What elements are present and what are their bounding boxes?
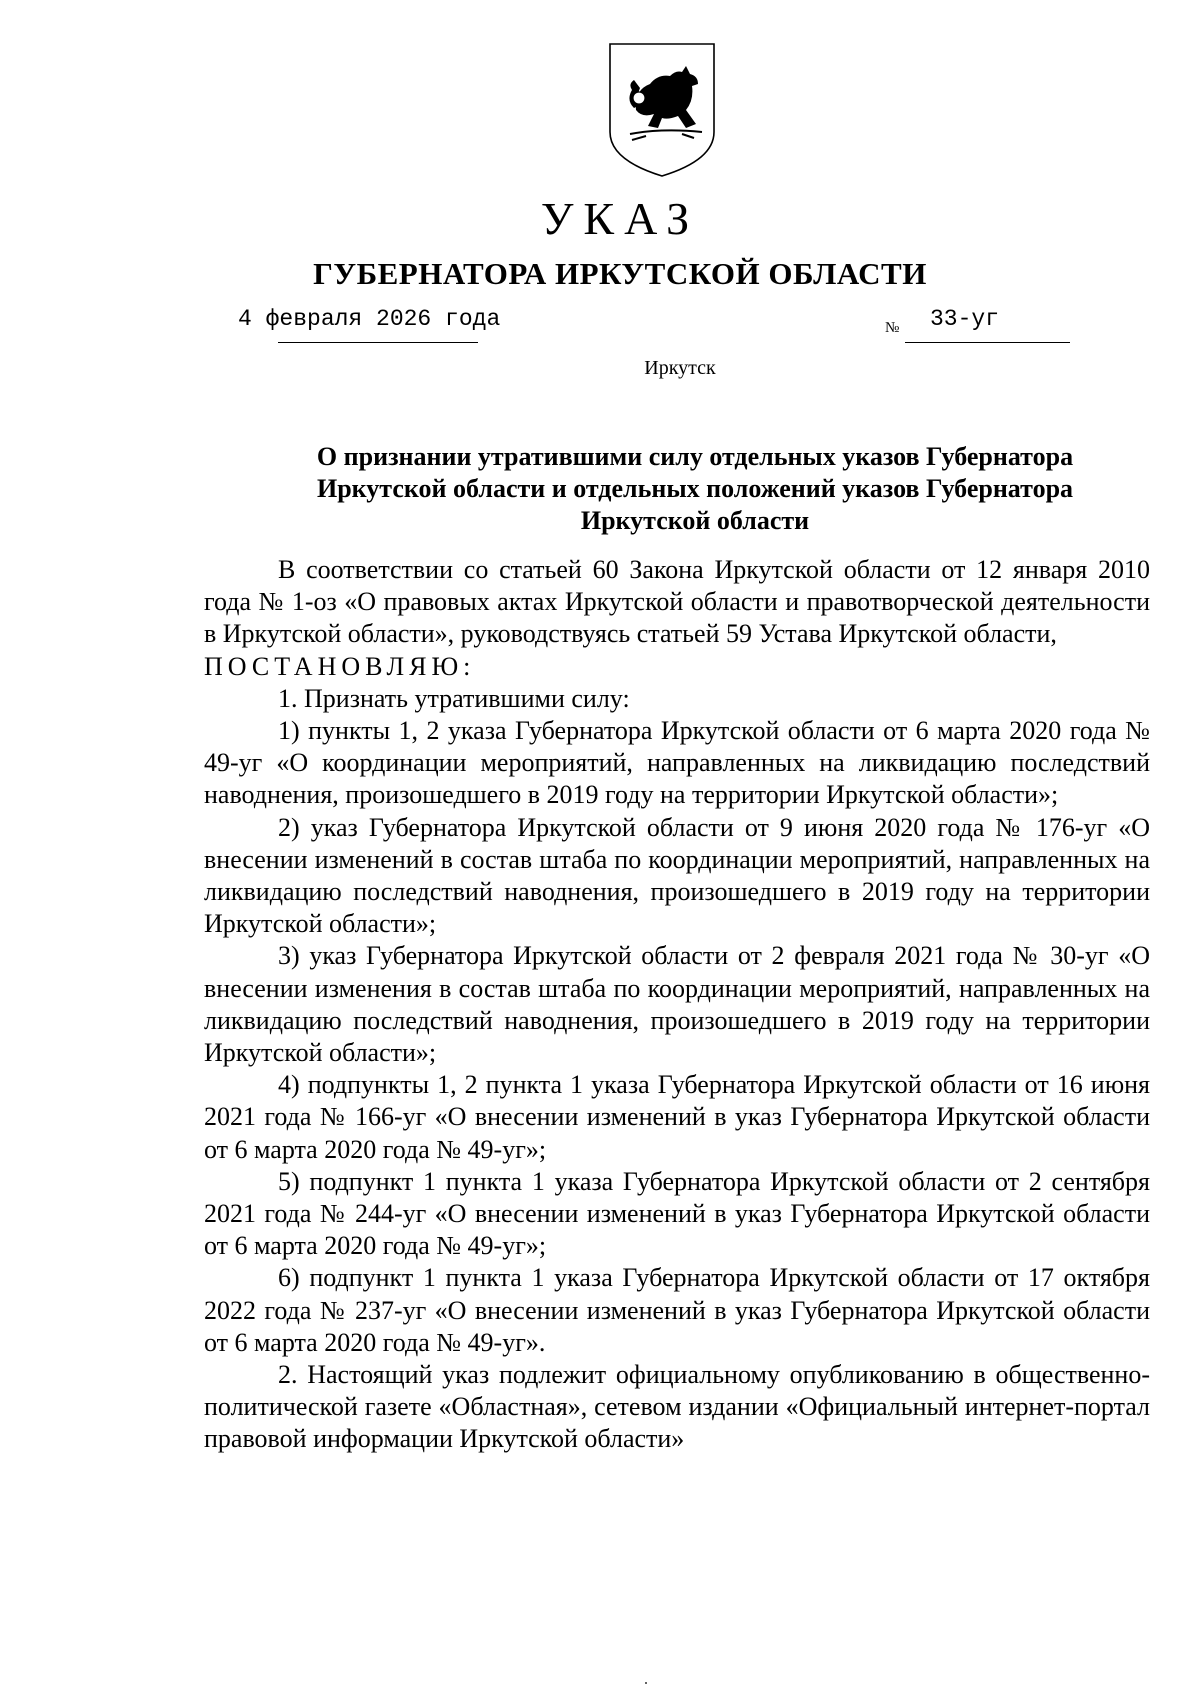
document-number: 33-уг (930, 306, 1000, 332)
number-underline (905, 342, 1070, 343)
list-item: 2) указ Губернатора Иркутской области от 9 июня 2020 года № 176-уг «О внесении изменений в состав штаба по координации мероприятий, направленных на ликвидацию последствий наводнения, произошедшего в 2019 году на территории Иркутской области»; (204, 812, 1150, 939)
scan-dot (645, 1682, 647, 1684)
list-item: 5) подпункт 1 пункта 1 указа Губернатора Иркутской области от 2 сентября 2021 года № 244-уг «О внесении изменений в указ Губернатора Иркутской области от 6 марта 2020 года № 49-уг»; (204, 1166, 1150, 1261)
document-title: УКАЗ (540, 193, 700, 244)
list-item: 1) пункты 1, 2 указа Губернатора Иркутской области от 6 марта 2020 года № 49-уг «О координации мероприятий, направленных на ликвидацию последствий наводнения, произошедшего в 2019 году на территории Иркутской области»; (204, 716, 1150, 810)
document-city: Иркутск (644, 357, 716, 379)
number-sign: № (885, 320, 900, 336)
coat-of-arms-icon (606, 40, 718, 180)
document-date: 4 февраля 2026 года (238, 306, 501, 332)
list-item: 3) указ Губернатора Иркутской области от 2 февраля 2021 года № 30-уг «О внесении изменения в состав штаба по координации мероприятий, направленных на ликвидацию последствий наводнения, произошедшего в 2019 году на территории Иркутской области»; (204, 941, 1150, 1068)
list-item: 4) подпункты 1, 2 пункта 1 указа Губернатора Иркутской области от 16 июня 2021 года № 166-уг «О внесении изменений в указ Губернатора Иркутской области от 6 марта 2020 года № 49-уг»; (204, 1070, 1150, 1164)
preamble-paragraph: В соответствии со статьей 60 Закона Иркутской области от 12 января 2010 года № 1-оз «О правовых актах Иркутской области и правотворческой деятельности в Иркутской области», руководствуясь статьей 59 Устава Иркутской области, (204, 555, 1150, 649)
document-body (204, 554, 1150, 1456)
list-item: 6) подпункт 1 пункта 1 указа Губернатора Иркутской области от 17 октября 2022 года № 237-уг «О внесении изменений в указ Губернатора Иркутской области от 6 марта 2020 года № 49-уг». (204, 1263, 1150, 1357)
document-subtitle: ГУБЕРНАТОРА ИРКУТСКОЙ ОБЛАСТИ (313, 256, 927, 291)
date-underline (278, 342, 478, 343)
document-heading: О признании утратившими силу отдельных указов Губернатора Иркутской области и отдельных положений указов Губернатора Иркутской области (316, 442, 1074, 535)
decree-word: ПОСТАНОВЛЯЮ: (204, 651, 476, 681)
list-item: 2. Настоящий указ подлежит официальному опубликованию в общественно-политической газете «Областная», сетевом издании «Официальный интернет-портал правовой информации Иркутской области» (204, 1360, 1150, 1454)
list-item: 1. Признать утратившими силу: (278, 683, 630, 713)
